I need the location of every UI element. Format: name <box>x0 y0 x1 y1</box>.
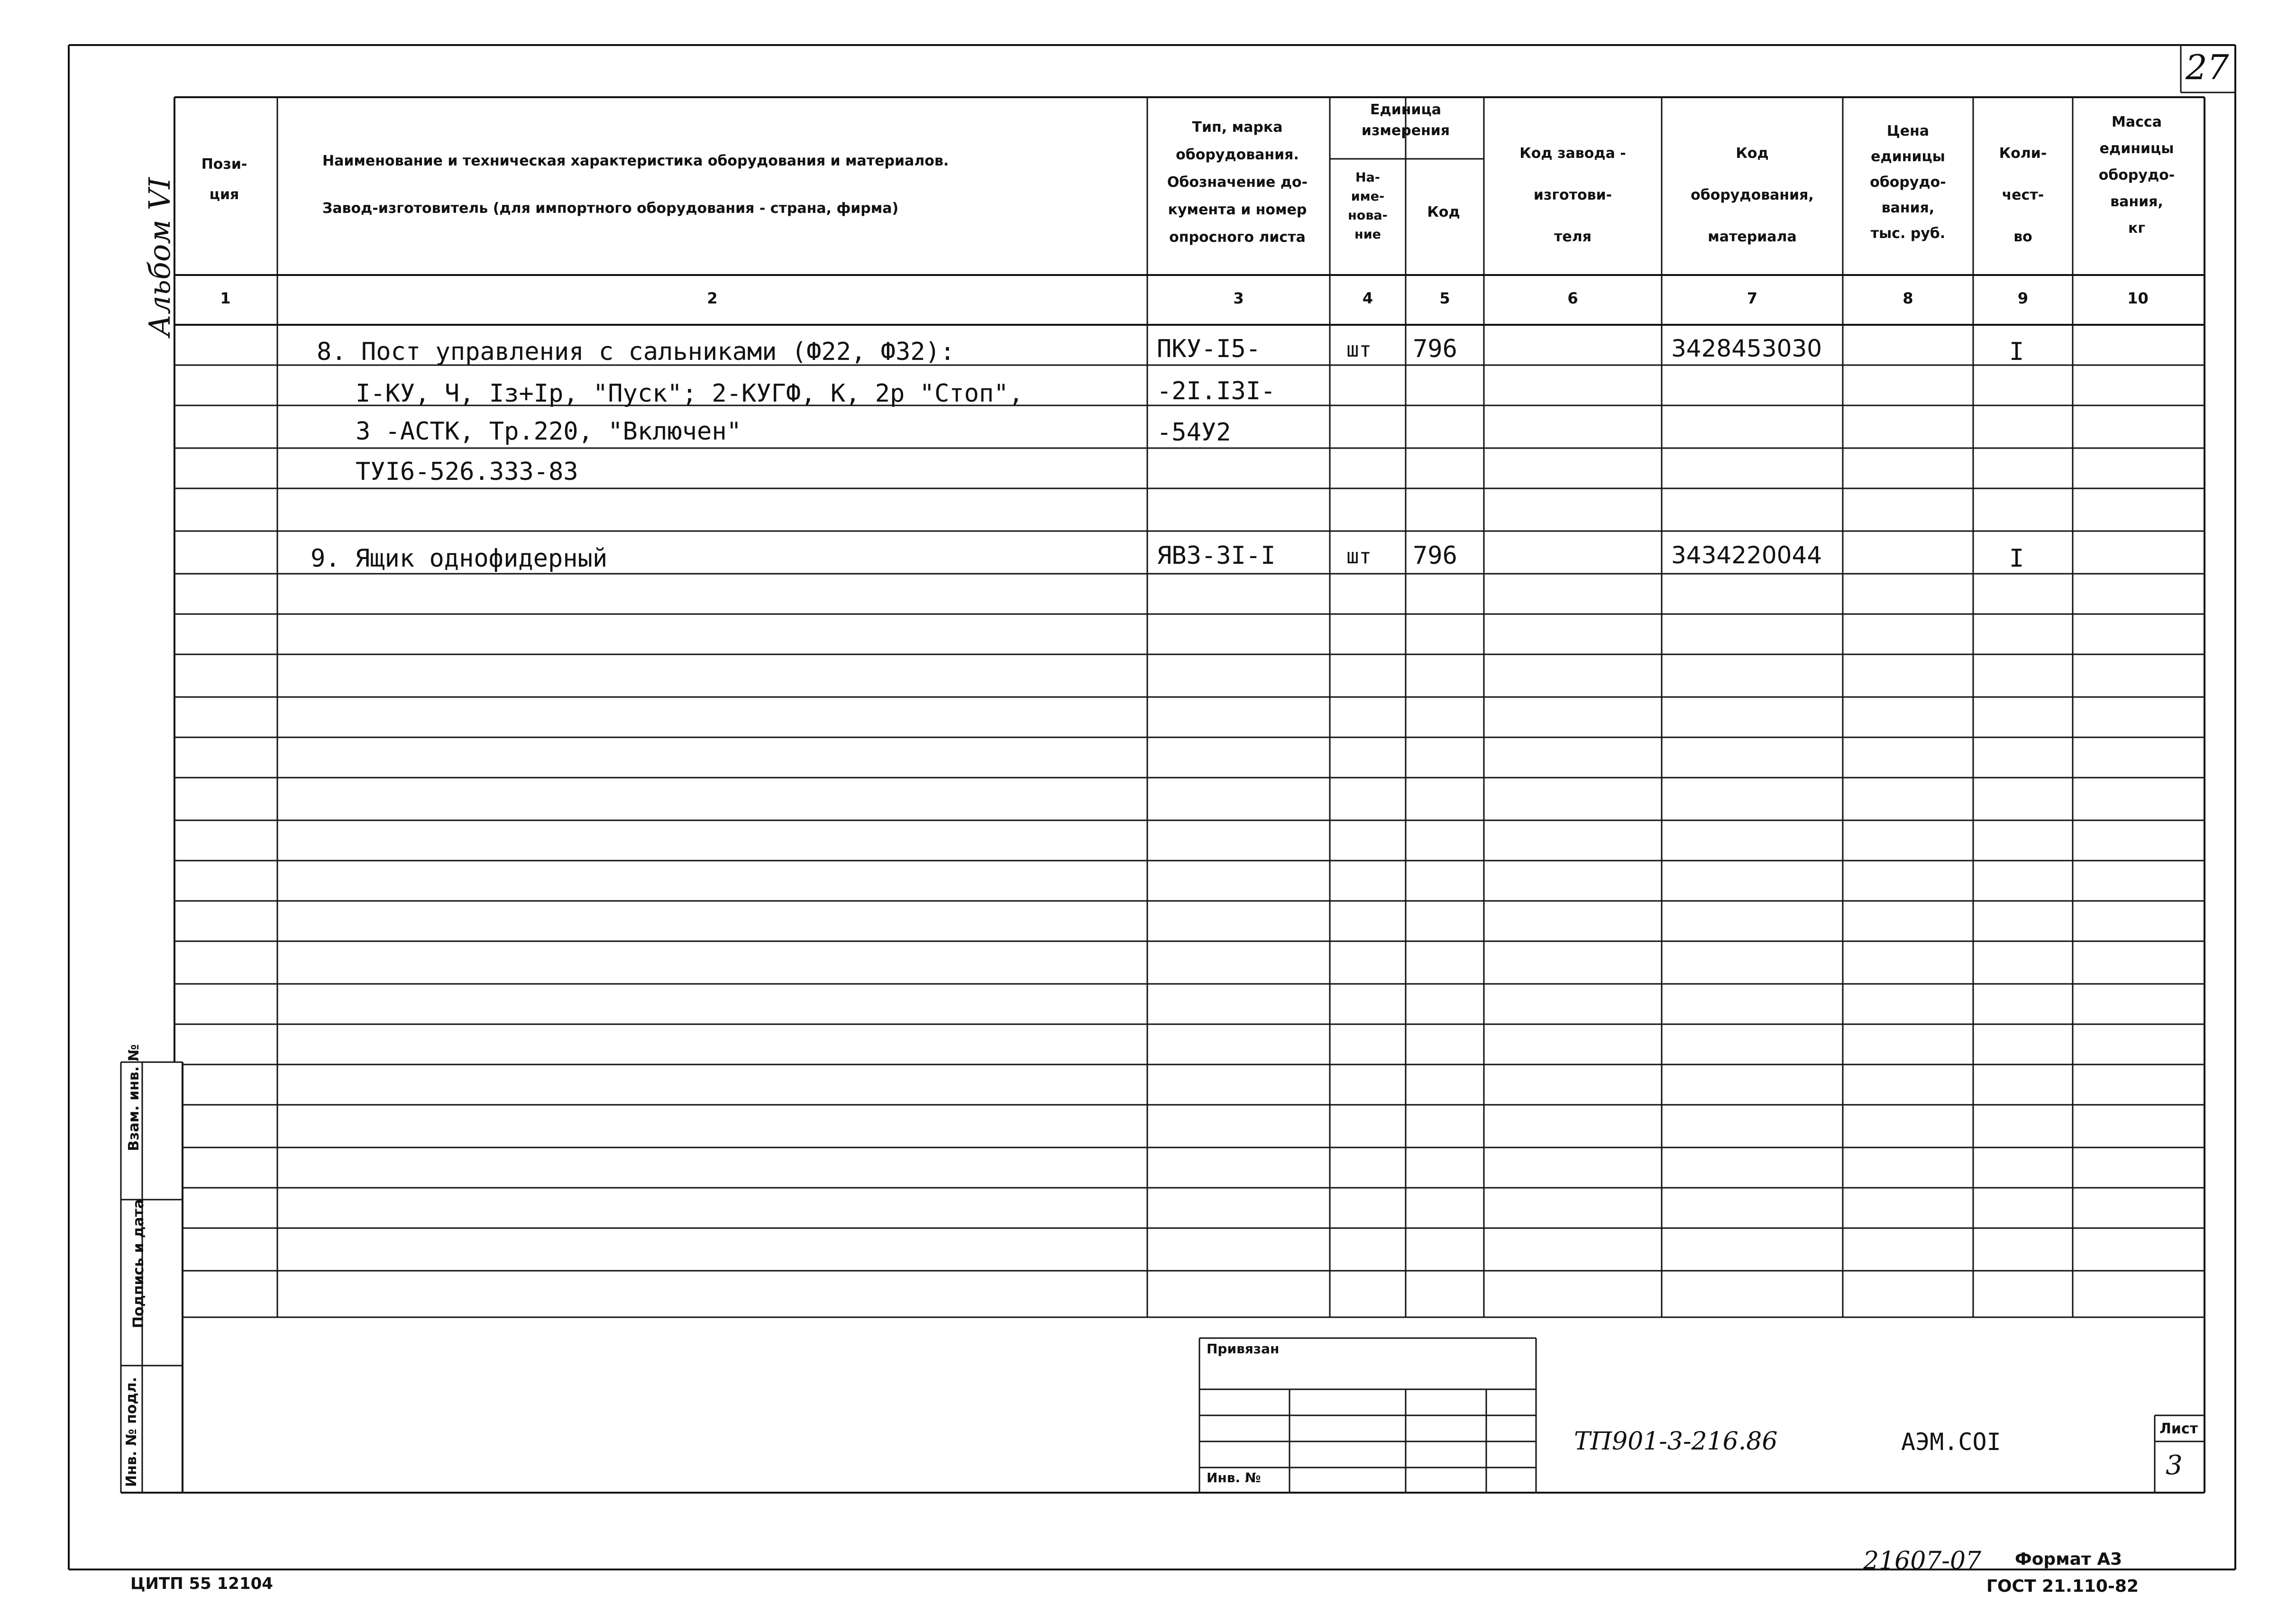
row8-line2-type: -2I.I3I- <box>1157 377 1276 405</box>
side-stamp-vzam: Взам. инв. № <box>126 1044 142 1151</box>
col8-number: 8 <box>1903 289 1913 307</box>
row9-qty: I <box>2009 544 2024 573</box>
col9-number: 9 <box>2017 289 2029 307</box>
row9-name: 9. Ящик однофидерный <box>311 544 608 573</box>
col6-header: Код завода - изготови- теля <box>1519 145 1626 245</box>
inv-no-label: Инв. № <box>1207 1470 1261 1486</box>
footer-left: ЦИТП 55 12104 <box>130 1574 273 1593</box>
col3-number: 3 <box>1233 289 1244 307</box>
privyazan-label: Привязан <box>1207 1341 1280 1357</box>
row8-unit-code: 796 <box>1413 335 1457 363</box>
col7-number: 7 <box>1747 289 1758 307</box>
row9-unit-code: 796 <box>1413 541 1457 570</box>
footer-gost: ГОСТ 21.110-82 <box>1986 1577 2139 1596</box>
row9-type: ЯВЗ-3I-I <box>1157 541 1276 570</box>
row8-type: ПКУ-I5- <box>1157 335 1261 363</box>
col4-header: На- име- нова- ние <box>1348 170 1388 242</box>
col6-number: 6 <box>1567 289 1578 307</box>
col4-number: 4 <box>1362 289 1373 307</box>
list-number: 3 <box>2166 1450 2183 1481</box>
side-stamp-podpis: Подпись и дата <box>130 1199 147 1329</box>
row9-equip-code: 3434220044 <box>1671 541 1822 569</box>
album-label: Альбом VI <box>142 177 177 337</box>
row8-line3-name: 3 -АСТК, Тр.220, "Включен" <box>356 417 741 446</box>
col8-header: Цена единицы оборудо- вания, тыс. руб. <box>1870 123 1946 242</box>
row8-line3-type: -54У2 <box>1157 418 1231 447</box>
row8-line2-name: I-КУ, Ч, Iз+Iр, "Пуск"; 2-КУГФ, К, 2р "Стоп", <box>356 379 1024 408</box>
col3-header: Тип, марка оборудования. Обозначение до- кумента и номер опросного листа <box>1167 119 1308 246</box>
row8-unit: шт <box>1346 338 1372 362</box>
row8-equip-code: 3428453030 <box>1671 335 1822 362</box>
unit-group-header: Единица измерения <box>1361 101 1450 139</box>
row8-qty: I <box>2009 338 2024 366</box>
footer-order: 21607-07 <box>1863 1547 1982 1575</box>
col1-header: Пози- ция <box>201 156 247 203</box>
col5-number: 5 <box>1439 289 1450 307</box>
col10-number: 10 <box>2127 289 2149 307</box>
row8-line4-name: ТУI6-526.333-83 <box>356 458 578 486</box>
col2-header: Наименование и техническая характеристика оборудования и материалов. Завод-изготовитель (для импортного оборудования - страна, фирма) <box>322 153 949 217</box>
sheet-number: 27 <box>2186 47 2229 87</box>
row8-name: 8. Пост управления с сальниками (Ф22, Ф32): <box>317 338 955 366</box>
footer-format: Формат А3 <box>2015 1550 2122 1569</box>
col5-header: Код <box>1427 204 1460 220</box>
list-label: Лист <box>2159 1421 2198 1437</box>
row9-unit: шт <box>1346 544 1372 569</box>
col7-header: Код оборудования, материала <box>1691 145 1814 245</box>
col10-header: Масса единицы оборудо- вания, кг <box>2098 114 2175 237</box>
side-stamp-inv: Инв. № подл. <box>123 1376 140 1487</box>
doc-mark: АЭМ.СОI <box>1901 1428 2001 1456</box>
col9-header: Коли- чест- во <box>1999 145 2047 245</box>
col2-number: 2 <box>707 289 718 307</box>
col1-number: 1 <box>220 289 231 307</box>
doc-code: ТП901-3-216.86 <box>1574 1427 1778 1456</box>
